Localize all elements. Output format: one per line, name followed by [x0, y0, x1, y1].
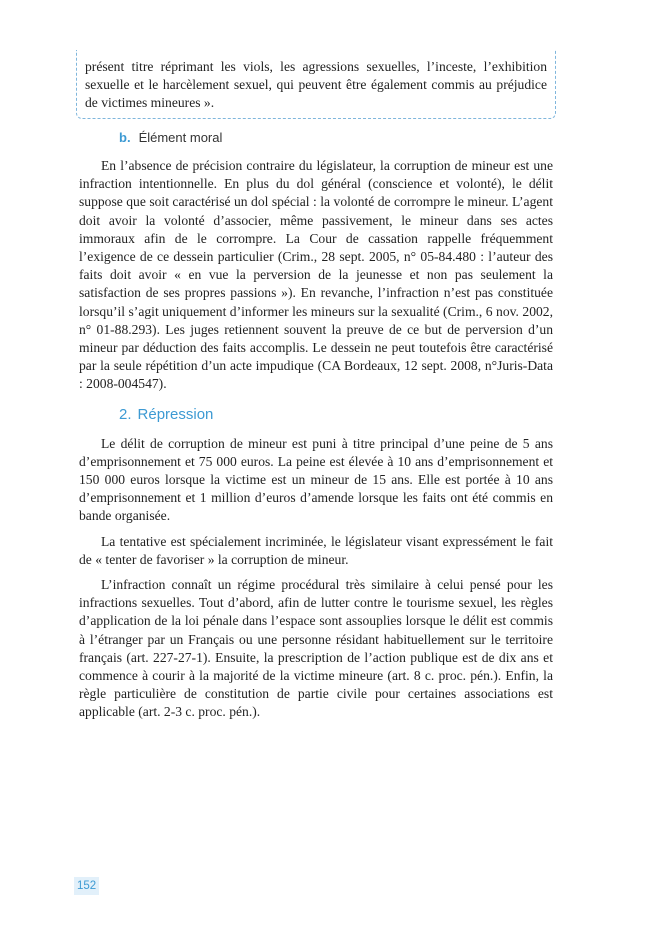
subsection-title: Élément moral [138, 130, 223, 145]
repression-paragraph-attempt: La tentative est spécialement incriminée, le législateur visant expressément le fait de « tenter de favoriser » la corruption de mineur. [79, 533, 553, 567]
page-number: 152 [74, 877, 99, 895]
element-moral-paragraph: En l’absence de précision contraire du législateur, la corruption de mineur est une infraction intentionnelle. En plus du dol général (conscience et volonté), le délit suppose que soit caractérisé un dol spécial : la volonté de corrompre le mineur. L’agent doit avoir la volonté d’associer, même passivement, le mineur dans ses actes immoraux afin de le corrompre. La Cour de cassation rappelle fréquemment l’exigence de ce dessein particulier (Crim., 28 sept. 2005, n° 05-84.480 : l’auteur des faits doit avoir « en vue la perversion de la jeunesse et non pas seulement la satisfaction de ses propres passions »). En revanche, l’infraction n’est pas constituée lorsqu’il s’agit uniquement d’informer les mineurs sur la sexualité (Crim., 6 nov. 2002, n° 01-88.293). Les juges retiennent souvent la preuve de ce but de perversion d’un mineur par déduction des faits accomplis. Le dessein ne peut toutefois être caractérisé par la seule répétition d’un acte impudique (CA Bordeaux, 12 sept. 2008, n°Juris-Data : 2008-004547). [79, 158, 553, 392]
repression-paragraph-procedure: L’infraction connaît un régime procédural très similaire à celui pensé pour les infractions sexuelles. Tout d’abord, afin de lutter contre le tourisme sexuel, les règles d’application de la loi pénale dans l’espace sont assouplies lorsque le délit est commis à l’étranger par un Français ou une personne résidant habituellement sur le territoire français (art. 227-27-1). Ensuite, la prescription de l’action publique est de dix ans et commence à courir à la majorité de la victime mineure (art. 8 c. proc. pén.). Enfin, la règle particulière de constitution de partie civile pour certaines associations est applicable (art. 2-3 c. proc. pén.). [79, 577, 553, 720]
quoted-excerpt-box [76, 50, 556, 119]
quoted-excerpt-text: présent titre réprimant les viols, les agressions sexuelles, l’inceste, l’exhibition sexuelle et le harcèlement sexuel, qui peuvent être également commis au préjudice de victimes mineures ». [85, 59, 547, 110]
repression-paragraph-penalties: Le délit de corruption de mineur est puni à titre principal d’une peine de 5 ans d’emprisonnement et 75 000 euros. La peine est élevée à 10 ans d’emprisonnement et 150 000 euros lorsque la victime est un mineur de 15 ans. Elle est portée à 10 ans d’emprisonnement et 1 million d’euros d’amende lorsque les faits ont été commis en bande organisée. [79, 435, 553, 524]
subsection-heading-element-moral [119, 130, 553, 145]
page-content [79, 50, 553, 729]
subsection-letter: b. [119, 130, 131, 145]
section-number: 2. [119, 405, 132, 423]
section-title: Répression [137, 405, 214, 423]
section-heading-repression [119, 406, 553, 423]
